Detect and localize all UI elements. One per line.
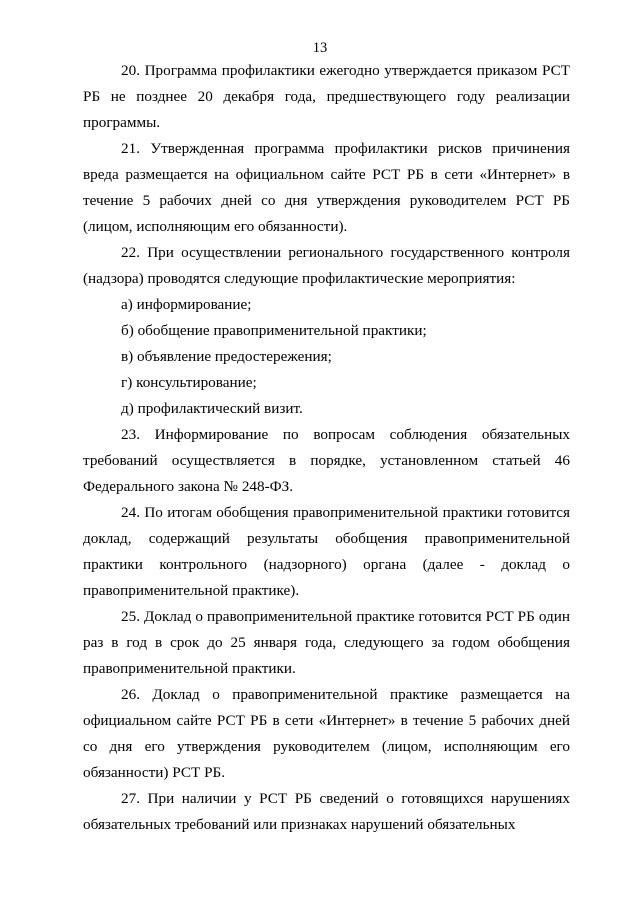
page-number: 13	[312, 40, 328, 56]
paragraph-21: 21. Утвержденная программа профилактики рисков причинения вреда размещается на официальном сайте РСТ РБ в сети «Интернет» в течение 5 рабочих дней со дня утверждения руководителем РСТ РБ (лицом, исполняющим его обязанности).	[83, 140, 570, 235]
paragraph-22: 22. При осуществлении регионального государственного контроля (надзора) проводятся следующие профилактические мероприятия:	[83, 244, 570, 287]
list-item-v: в) объявление предостережения;	[121, 348, 332, 365]
list-item-b: б) обобщение правоприменительной практики;	[121, 322, 427, 339]
paragraph-20: 20. Программа профилактики ежегодно утверждается приказом РСТ РБ не позднее 20 декабря года, предшествующего году реализации программы.	[83, 62, 570, 131]
paragraph-23: 23. Информирование по вопросам соблюдения обязательных требований осуществляется в порядке, установленном статьей 46 Федерального закона № 248-ФЗ.	[83, 426, 570, 495]
paragraph-26: 26. Доклад о правоприменительной практике размещается на официальном сайте РСТ РБ в сети «Интернет» в течение 5 рабочих дней со дня его утверждения руководителем (лицом, исполняющим его обязанности) РСТ РБ.	[83, 686, 570, 781]
list-item-g: г) консультирование;	[121, 374, 257, 391]
paragraph-27: 27. При наличии у РСТ РБ сведений о готовящихся нарушениях обязательных требований или признаках нарушений обязательных	[83, 790, 570, 833]
paragraph-24: 24. По итогам обобщения правоприменительной практики готовится доклад, содержащий результаты обобщения правоприменительной практики контрольного (надзорного) органа (далее - доклад о правоприменительной практике).	[83, 504, 570, 599]
paragraph-25: 25. Доклад о правоприменительной практике готовится РСТ РБ один раз в год в срок до 25 января года, следующего за годом обобщения правоприменительной практики.	[83, 608, 570, 677]
list-item-d: д) профилактический визит.	[121, 400, 303, 417]
document-body	[83, 58, 570, 838]
list-item-a: а) информирование;	[121, 296, 252, 313]
